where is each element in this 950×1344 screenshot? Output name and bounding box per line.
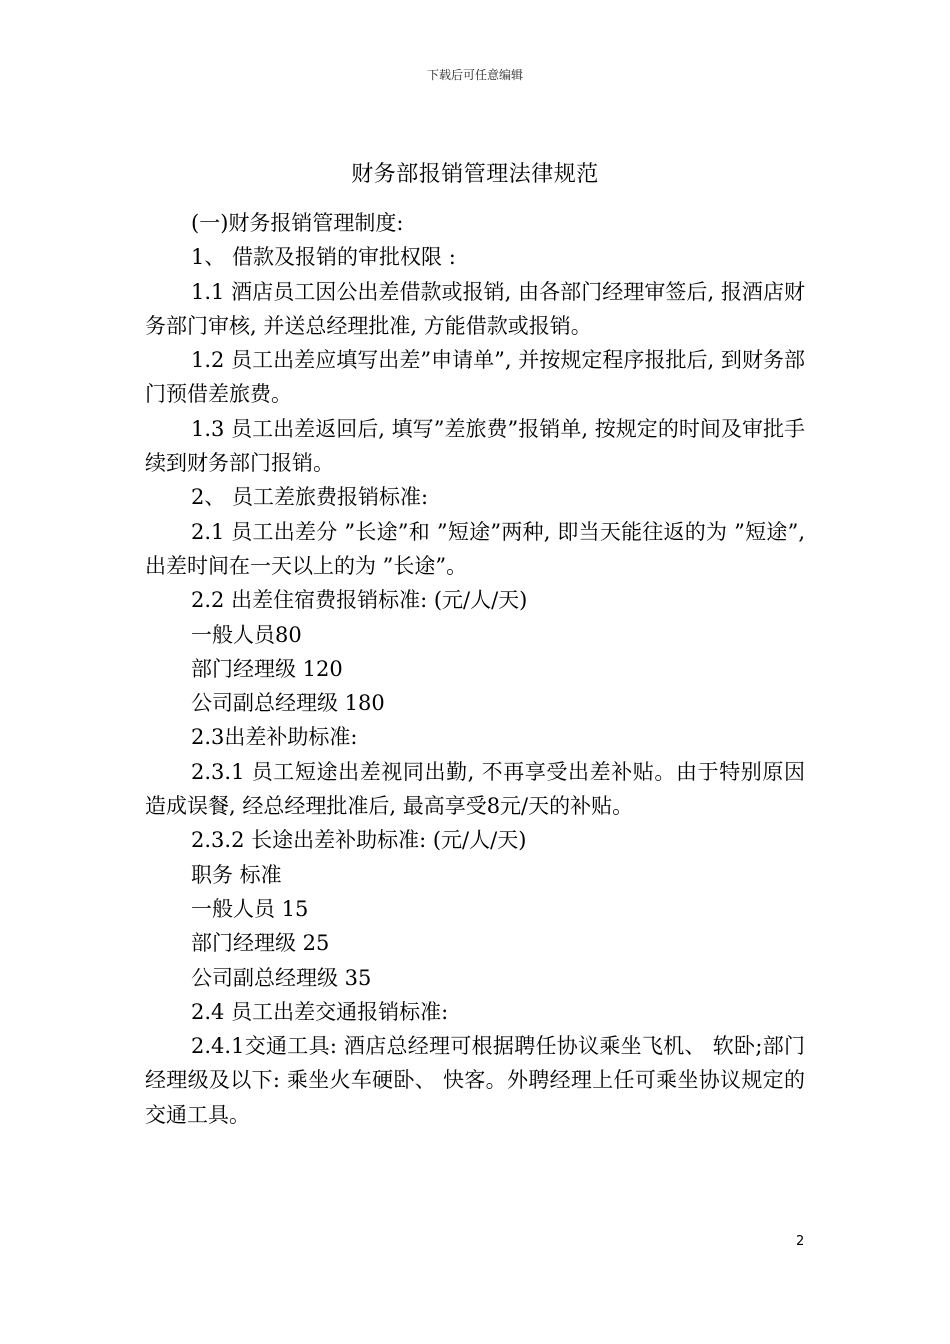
document-title: 财务部报销管理法律规范 xyxy=(351,162,599,187)
standard-row: 部门经理级 120 xyxy=(191,656,343,681)
standard-row: 公司副总经理级 180 xyxy=(191,691,385,716)
standard-row: 部门经理级 25 xyxy=(191,931,330,956)
paragraph: 2.2 出差住宿费报销标准: (元/人/天) xyxy=(191,588,528,613)
paragraph: 2.3出差补助标准: xyxy=(191,725,358,750)
document-body xyxy=(145,206,805,1132)
header-note: 下载后可任意编辑 xyxy=(426,68,523,82)
paragraph: 1.3 员工出差返回后, 填写”差旅费”报销单, 按规定的时间及审批手续到财务部门报销。 xyxy=(145,416,805,476)
section-heading: (一)财务报销管理制度: xyxy=(191,211,404,235)
paragraph: 2.3.2 长途出差补助标准: (元/人/天) xyxy=(191,828,527,853)
paragraph: 2.3.1 员工短途出差视同出勤, 不再享受出差补贴。由于特别原因造成误餐, 经总经理批准后, 最高享受8元/天的补贴。 xyxy=(145,759,805,819)
paragraph: 1.2 员工出差应填写出差”申请单”, 并按规定程序报批后, 到财务部门预借差旅费。 xyxy=(145,348,805,407)
paragraph: 1.1 酒店员工因公出差借款或报销, 由各部门经理审签后, 报酒店财务部门审核, 并送总经理批准, 方能借款或报销。 xyxy=(145,279,805,338)
subsection-heading: 2、 员工差旅费报销标准: xyxy=(191,485,429,510)
standard-row: 公司副总经理级 35 xyxy=(191,965,372,990)
standard-header-row: 职务 标准 xyxy=(191,862,282,887)
standard-row: 一般人员 15 xyxy=(191,896,309,921)
paragraph: 2.4 员工出差交通报销标准: xyxy=(191,999,449,1024)
page-number: 2 xyxy=(796,1234,805,1249)
subsection-heading: 1、 借款及报销的审批权限 : xyxy=(191,245,456,270)
standard-row: 一般人员80 xyxy=(191,622,302,647)
paragraph: 2.1 员工出差分 ”长途”和 ”短途”两种, 即当天能往返的为 ”短途”, 出差时间在一天以上的为 ”长途”。 xyxy=(145,519,805,578)
paragraph: 2.4.1交通工具: 酒店总经理可根据聘任协议乘坐飞机、 软卧;部门经理级及以下: 乘坐火车硬卧、 快客。外聘经理上任可乘坐协议规定的交通工具。 xyxy=(145,1034,805,1127)
